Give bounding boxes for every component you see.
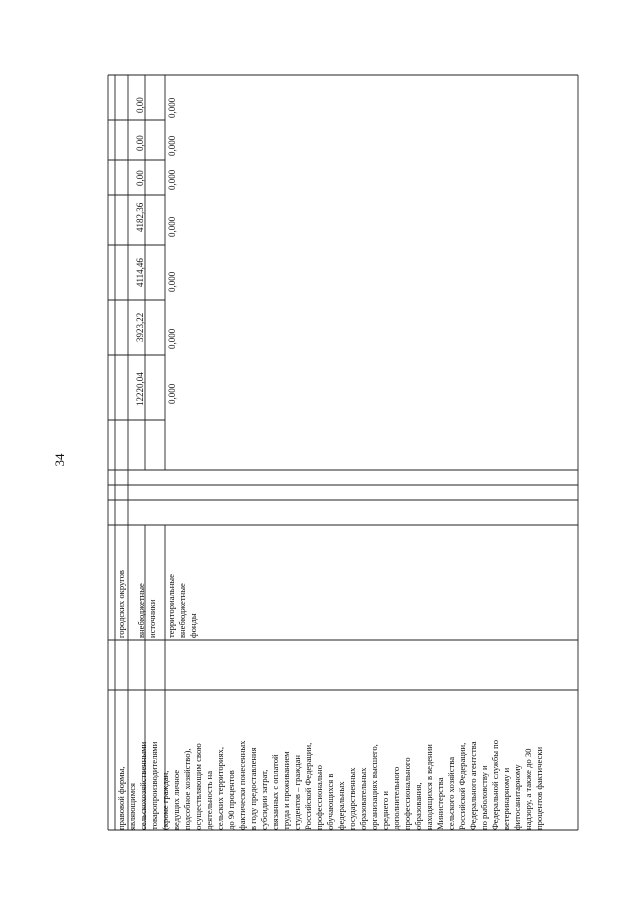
source-extrabudgetary: внебюджетные источники [136, 583, 157, 638]
table-cell: 4114,46 [135, 258, 145, 287]
source-city-districts: городских округов [116, 570, 126, 638]
table-cell: 12220,04 [135, 372, 145, 406]
table-cell: 0,000 [167, 328, 177, 349]
table-cell: 0,000 [167, 271, 177, 292]
source-territorial-funds: территориальные внебюджетные фонды [166, 574, 198, 638]
table-cell: 0,00 [135, 170, 145, 186]
table-cell: 3923,22 [135, 312, 145, 342]
page-number: 34 [52, 453, 67, 467]
table-cell: 0,000 [167, 169, 177, 190]
table-cell: 4182,36 [135, 202, 145, 232]
table-cell: 0,000 [167, 135, 177, 156]
table-cell: 0,000 [167, 216, 177, 237]
table-cell: 0,000 [167, 383, 177, 404]
table-cell: 0,000 [167, 97, 177, 118]
table-cell: 0,00 [135, 135, 145, 151]
row-description: правовой формы, являющимся сельскохозяйственными товаропроизводителями (кроме граждан, ведущих личное подсобное хозяйство), осуществляющим свою деятельность на сельских территориях, до 90 процентов фактически понесенных в году предоставления субсидии затрат, связанных с оплатой труда и проживанием студентов – граждан Российской Федерации, профессионально обучающихся в федеральных государственных образовательных организациях высшего, среднего и дополнительного профессионального образования, находящихся в ведении Министерства сельского хозяйства Российской Федерации, Федерального агентства по рыболовству и Федеральной службы по ветеринарному и фитосанитарному надзору, а также до 30 процентов фактически [116, 739, 544, 830]
table-cell: 0,00 [135, 97, 145, 113]
